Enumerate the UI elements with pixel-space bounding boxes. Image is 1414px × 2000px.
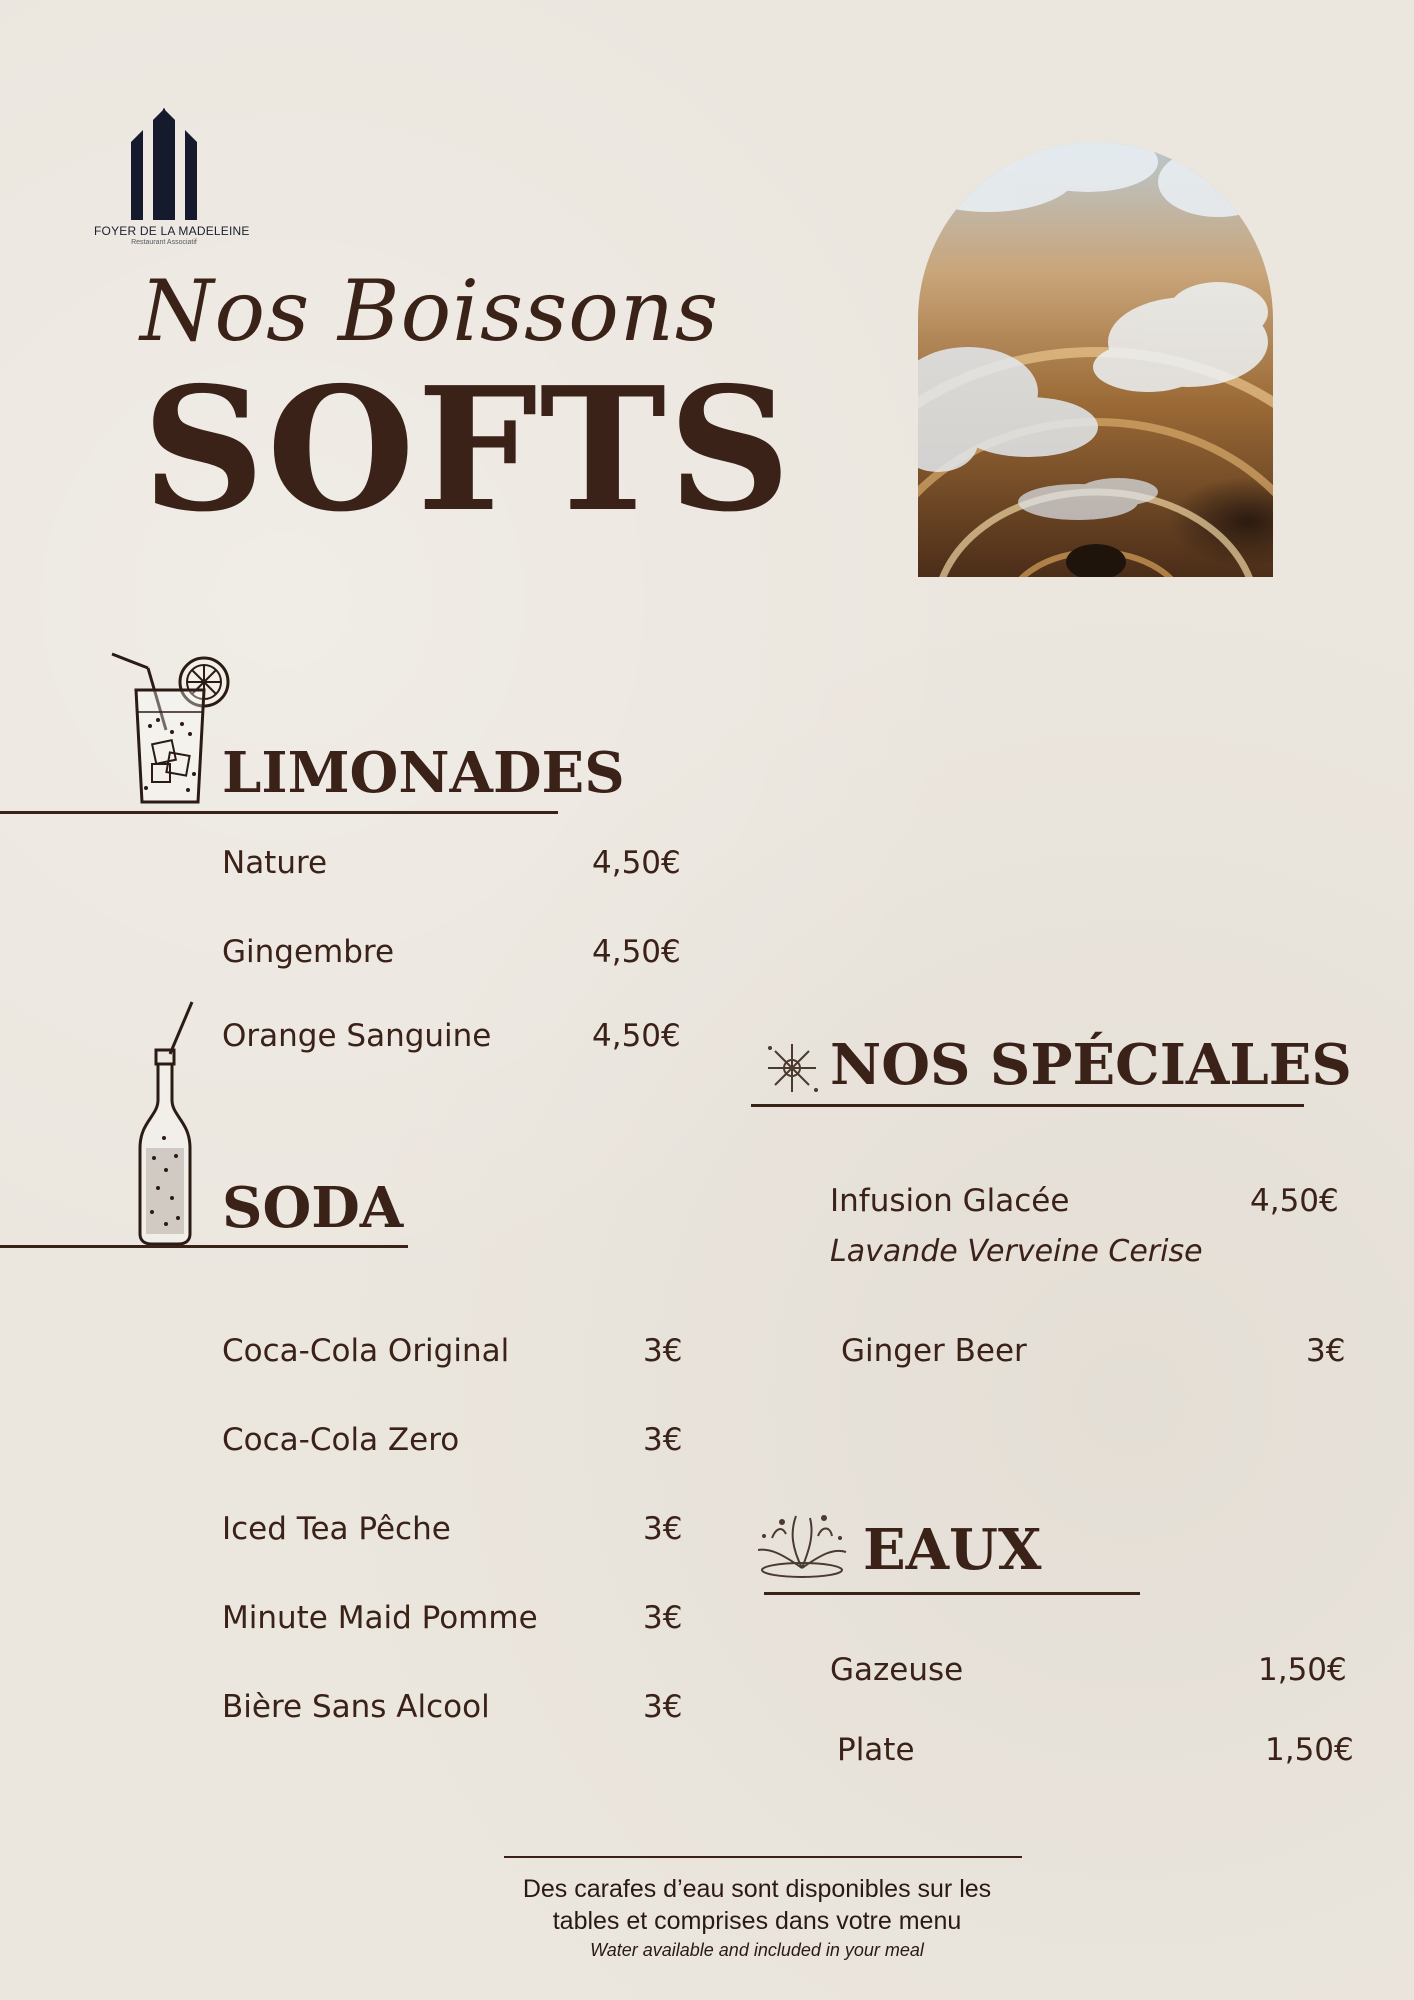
menu-item-name: Gazeuse bbox=[830, 1652, 964, 1688]
menu-item-price: 1,50€ bbox=[1265, 1732, 1354, 1768]
menu-item-detail: Lavande Verveine Cerise bbox=[830, 1234, 1203, 1269]
section-title-eaux: EAUX bbox=[863, 1517, 1042, 1583]
menu-item-name: Ginger Beer bbox=[841, 1333, 1027, 1369]
menu-item-name: Infusion Glacée bbox=[830, 1183, 1070, 1219]
section-rule bbox=[764, 1592, 1140, 1595]
menu-item-price: 1,50€ bbox=[1258, 1652, 1347, 1688]
logo-name: FOYER DE LA MADELEINE bbox=[94, 224, 250, 238]
water-splash-icon bbox=[752, 1508, 852, 1584]
menu-item-price: 3€ bbox=[1306, 1333, 1346, 1369]
section-rule bbox=[751, 1104, 1304, 1107]
menu-item-name: Coca-Cola Zero bbox=[222, 1422, 460, 1458]
footer-note-line1: Des carafes d’eau sont disponibles sur les bbox=[522, 1875, 992, 1903]
footer-note-english: Water available and included in your meal bbox=[590, 1940, 924, 1960]
menu-item-name: Orange Sanguine bbox=[222, 1018, 492, 1054]
menu-item-price: 4,50€ bbox=[592, 845, 681, 881]
menu-item-name: Plate bbox=[837, 1732, 915, 1768]
footer-note-line2: tables et comprises dans votre menu bbox=[552, 1907, 962, 1935]
section-title-speciales: NOS SPÉCIALES bbox=[830, 1032, 1352, 1098]
menu-item-name: Coca-Cola Original bbox=[222, 1333, 510, 1369]
section-title-soda: SODA bbox=[222, 1175, 404, 1241]
footer-rule bbox=[504, 1856, 1022, 1858]
menu-item-price: 3€ bbox=[643, 1689, 683, 1725]
menu-item-price: 3€ bbox=[643, 1511, 683, 1547]
script-title: Nos Boissons bbox=[140, 262, 720, 360]
logo-subtitle: Restaurant Associatif bbox=[131, 239, 197, 246]
restaurant-logo bbox=[94, 100, 250, 260]
menu-item-name: Gingembre bbox=[222, 934, 395, 970]
page-title: SOFTS bbox=[142, 350, 793, 550]
lemonade-glass-icon bbox=[106, 650, 236, 814]
menu-item-price: 4,50€ bbox=[592, 1018, 681, 1054]
interior-photo bbox=[918, 142, 1273, 577]
soda-bottle-icon bbox=[130, 998, 200, 1252]
section-title-limonades: LIMONADES bbox=[222, 740, 625, 806]
menu-item-price: 4,50€ bbox=[592, 934, 681, 970]
menu-item-name: Nature bbox=[222, 845, 328, 881]
menu-item-price: 3€ bbox=[643, 1333, 683, 1369]
menu-item-name: Minute Maid Pomme bbox=[222, 1600, 538, 1636]
menu-item-price: 4,50€ bbox=[1250, 1183, 1339, 1219]
section-rule bbox=[0, 811, 558, 814]
menu-item-name: Bière Sans Alcool bbox=[222, 1689, 490, 1725]
menu-item-price: 3€ bbox=[643, 1422, 683, 1458]
menu-item-price: 3€ bbox=[643, 1600, 683, 1636]
menu-item-name: Iced Tea Pêche bbox=[222, 1511, 451, 1547]
building-columns-icon bbox=[109, 100, 219, 222]
section-rule bbox=[0, 1245, 408, 1248]
sparkle-icon bbox=[762, 1040, 822, 1100]
